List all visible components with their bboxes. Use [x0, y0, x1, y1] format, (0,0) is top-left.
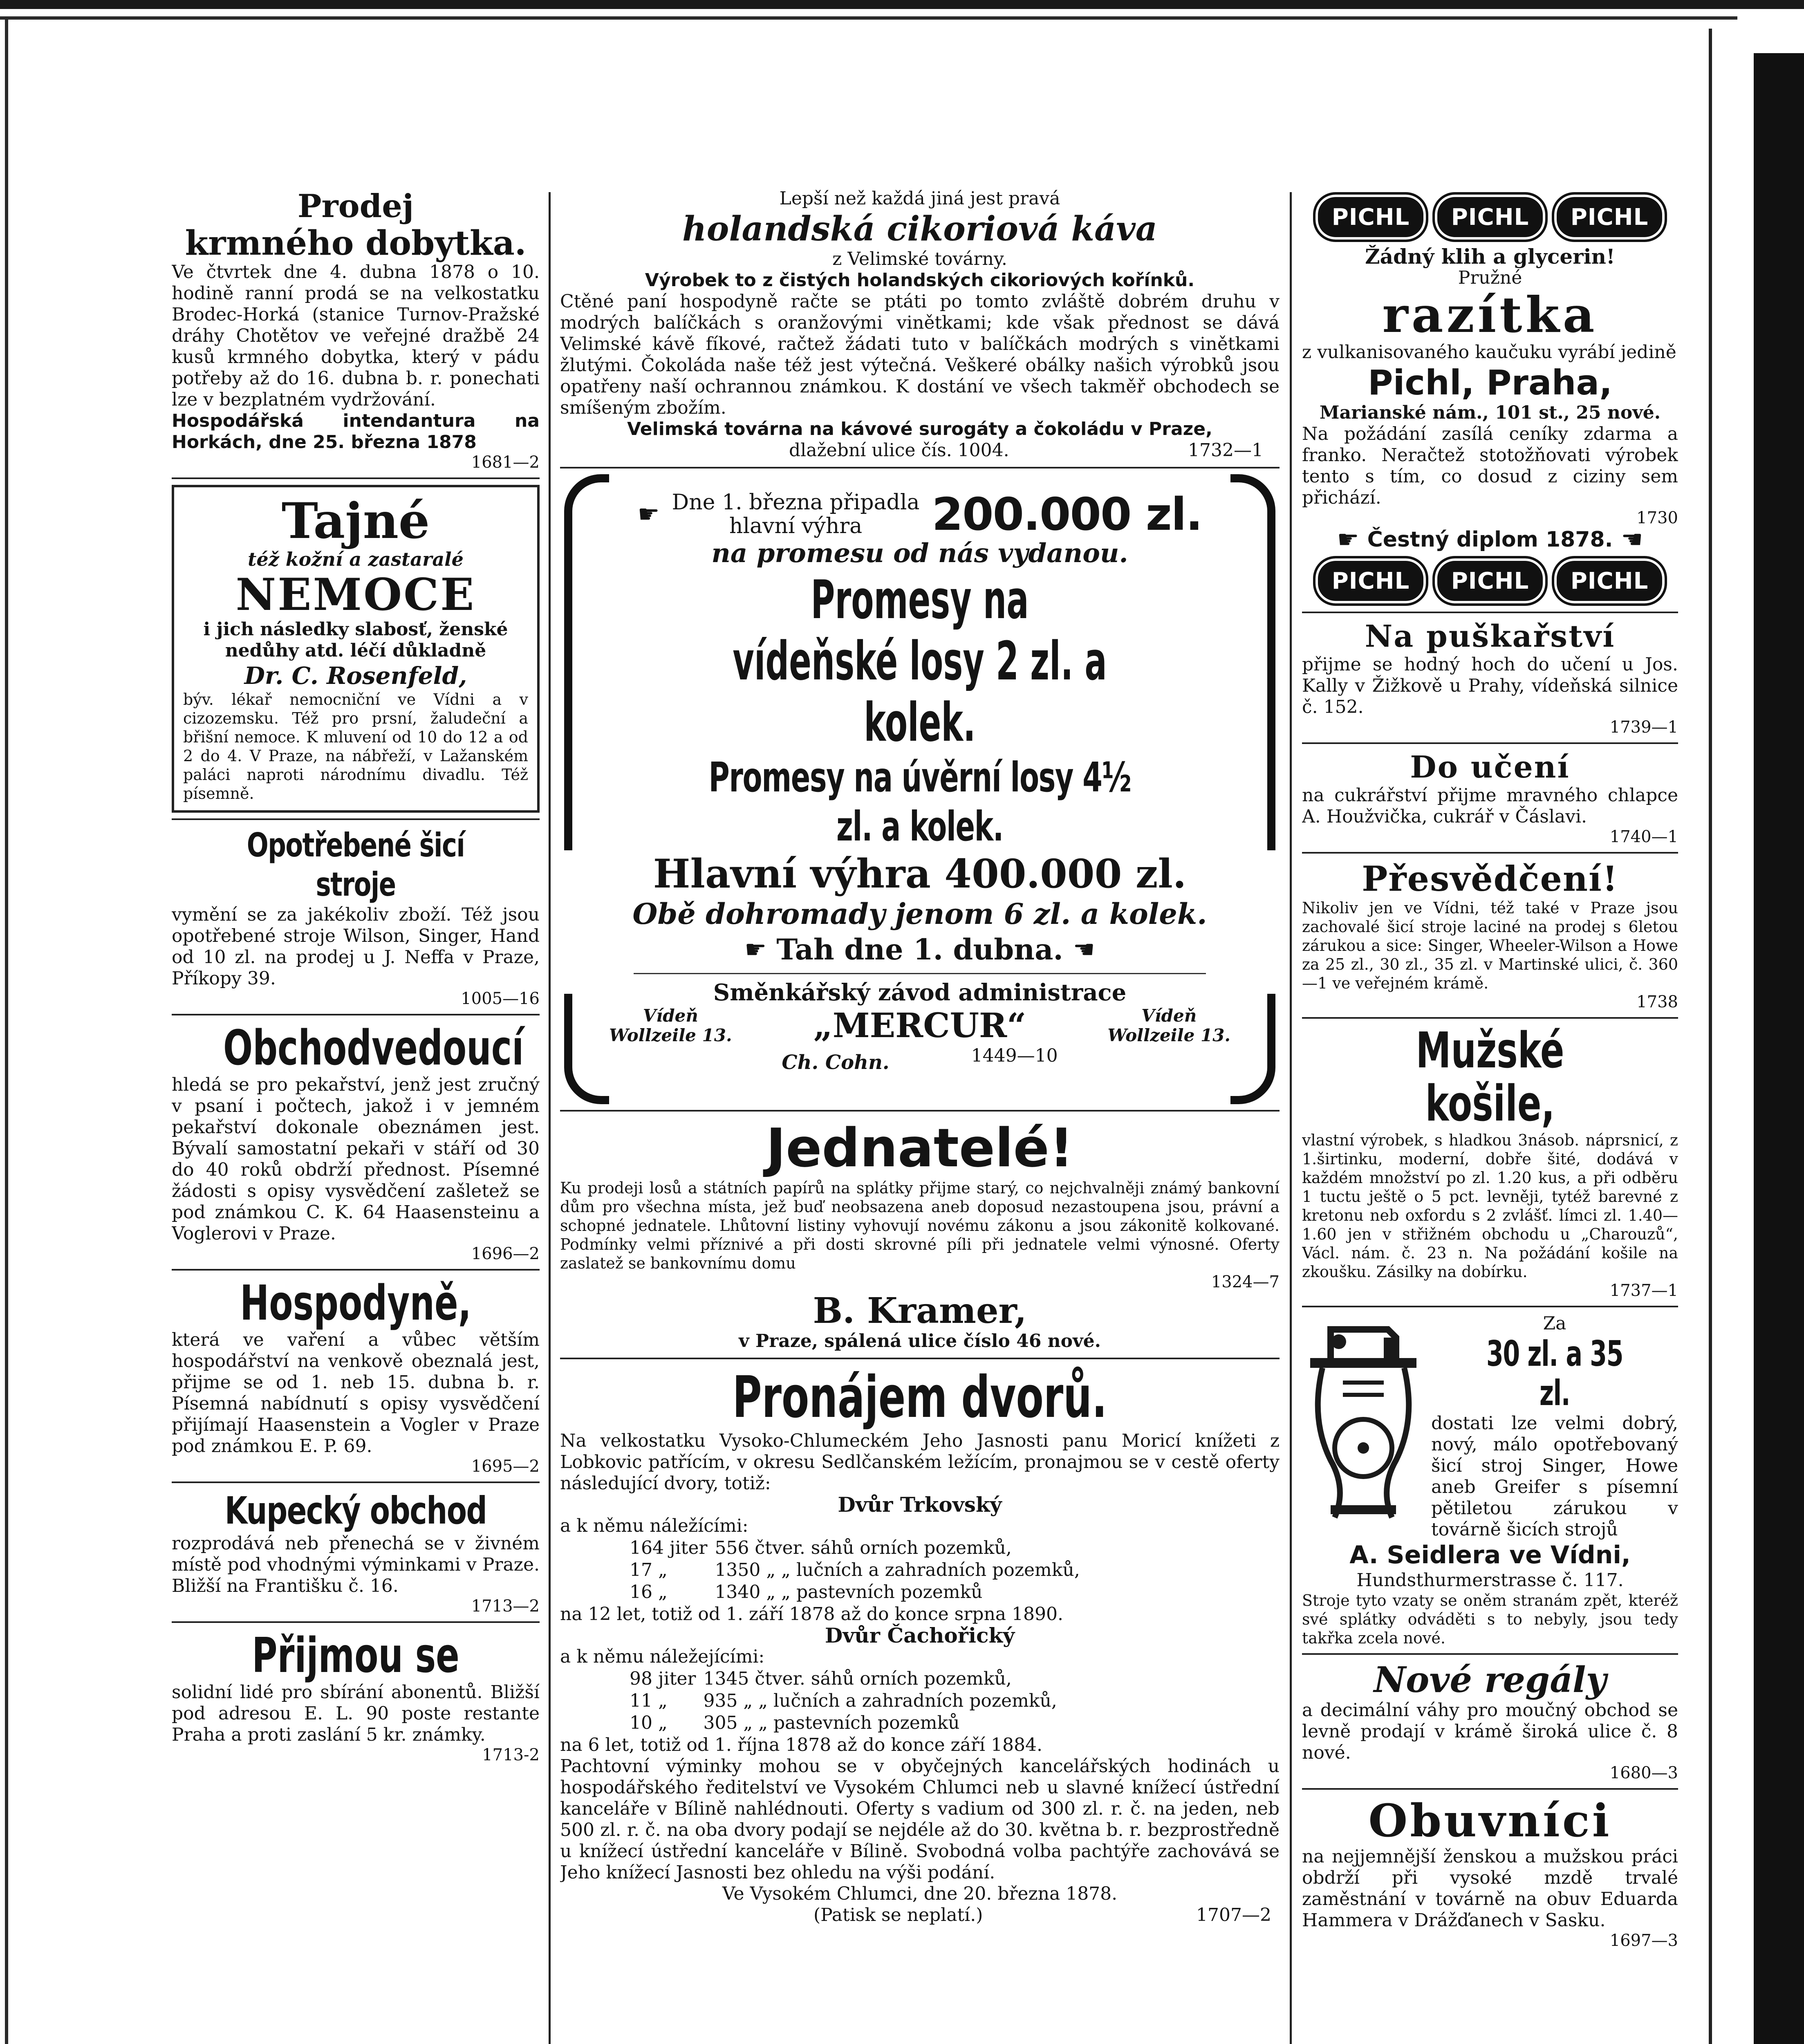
- pointing-hand-icon: ☛: [744, 935, 767, 964]
- ad-pichl-diploma: Čestný diplom 1878.: [1367, 527, 1613, 552]
- divider: [172, 1014, 540, 1015]
- pichl-logo-icon: [1552, 556, 1667, 606]
- divider: [1302, 852, 1678, 854]
- ad-tajne-doctor: Dr. C. Rosenfeld,: [244, 662, 467, 690]
- ad-cikorie-ref: 1732—1: [1188, 440, 1263, 461]
- pichl-logo-row: [1302, 192, 1678, 242]
- ad-lotto-head2: Promesy na úvěrní losy 4½ zl. a kolek.: [708, 753, 1131, 850]
- scan-edge-left: [5, 16, 8, 2044]
- ad-pronajem: [560, 1365, 1280, 1926]
- ad-lotto-amount: 200.000 zl.: [932, 488, 1202, 540]
- divider: [1302, 1017, 1678, 1019]
- ad-seidler-za: Za: [1543, 1313, 1566, 1334]
- ad-pronajem-body: Pachtovní výminky mohou se v obyčejných kancelářských hodinách u hospodářského ředitelství ve Vysokém Chlumci neb u slavné knížecí ústřední kanceláře v Bílině nahlédnouti. Oferty s vadium od 300 zl. r. č. na jeden, neb 500 zl. r. č. na oba dvory podají se nejdéle až do 30. května b. r. bezprostředně u knížecí ústřední kanceláře v Bílině. Svobodná volba pachtýře zachovává se Jeho knížecí Jasnosti bez ohledu na výši podání.: [560, 1756, 1280, 1883]
- ad-pichl-body2: Na požádání zasílá ceníky zdarma a franko. Neračtež stotožňovati výrobek tento s tím, co dosud z ciziny sem přichází.: [1302, 424, 1678, 508]
- ad-kupecky-body: rozprodává neb přenechá se v živném místě pod vhodnými výminkami v Praze. Bližší na Františku č. 16.: [172, 1533, 540, 1596]
- ad-lotto-city-right: Vídeň: [1141, 1006, 1197, 1026]
- ad-pronajem-intro: Na velkostatku Vysoko-Chlumeckém Jeho Jasnosti panu Moricí knížeti z Lobkovic patřícím, v okresu Sedlčanském ležícím, pronajmou se v cestě oferty následující dvory, totiž:: [560, 1430, 1280, 1494]
- ad-prijmou: [172, 1629, 540, 1764]
- ad-pichl-address: Marianské nám., 101 st., 25 nové.: [1319, 402, 1661, 423]
- ad-cikorie: [560, 188, 1280, 461]
- ad-prijmou-title: Přijmou se: [252, 1627, 459, 1683]
- pointing-hand-left-icon: ☚: [1621, 525, 1643, 554]
- ad-pichl-body1: z vulkanisovaného kaučuku vyrábí jedině: [1302, 342, 1676, 363]
- column-right: [1302, 188, 1678, 1956]
- divider: [560, 1358, 1280, 1359]
- bracket-bottom-left: [564, 994, 609, 1104]
- ad-kosile-title: Mužské košile,: [1416, 1022, 1564, 1132]
- ad-puskarstvi: [1302, 619, 1678, 737]
- table-cell: 164 jiter: [630, 1537, 708, 1558]
- ad-kosile: [1302, 1024, 1678, 1300]
- divider: [1302, 1306, 1678, 1307]
- pichl-logo-text: PICHL: [1331, 204, 1410, 231]
- ad-cikorie-line3: Výrobek to z čistých holandských cikoriových kořínků.: [645, 270, 1195, 291]
- scan-edge-right: [1754, 53, 1804, 2044]
- pichl-logo-icon: [1313, 192, 1428, 242]
- ad-cikorie-line2: z Velimské továrny.: [832, 249, 1007, 269]
- ad-presvedceni: [1302, 859, 1678, 1011]
- divider: [172, 477, 540, 479]
- ad-pronajem-ref: 1707—2: [1196, 1905, 1271, 1925]
- ad-prijmou-ref: 1713-2: [482, 1746, 540, 1764]
- ad-obuvnici-body: na nejjemnější ženskou a mužskou práci obdrží při vysoké mzdě trvalé zaměstnání v továrně na obuv Eduarda Hammera v Drážďanech v Sasku.: [1302, 1846, 1678, 1931]
- ad-obuvnici-title: Obuvníci: [1368, 1794, 1612, 1847]
- ad-uceni: [1302, 750, 1678, 846]
- ad-jednatele-body: Ku prodeji losů a státních papírů na splátky přijme starý, co nejchvalněji známý bankovní dům pro všechna místa, jež buď neobsazena aneb doposud nezastoupena jsou, právní a schopné jednatele. Lhůtovní listiny vyhovují novému zákonu a jsou zákonitě kolkované. Podmínky velmi příznivé a při dosti skrovné píli při jednatele velmi výnosné. Oferty zaslatež se bankovnímu domu: [560, 1179, 1280, 1272]
- table-cell: 10 „: [630, 1712, 668, 1733]
- ad-seidler-price: 30 zl. a 35 zl.: [1486, 1334, 1623, 1414]
- ad-lotto-street-left: Wollzeile 13.: [609, 1025, 732, 1045]
- ad-tajne-subtitle: též kožní a zastaralé: [248, 548, 464, 570]
- ad-pichl-title: razítka: [1382, 286, 1598, 344]
- ad-pronajem-farm2: Dvůr Čachořický: [825, 1623, 1015, 1647]
- table-cell: 556 čtver. sáhů orních pozemků,: [715, 1537, 1012, 1558]
- ad-stroje-body: vymění se za jakékoliv zboží. Též jsou opotřebené stroje Wilson, Singer, Hand od 10 zl. na prodej u J. Neffa v Praze, Příkopy 39.: [172, 904, 540, 989]
- ad-obchodvedouci-ref: 1696—2: [471, 1244, 540, 1263]
- ad-lotto-line1a: Dne 1. března připadla: [672, 490, 920, 515]
- ad-lotto-head3: Hlavní výhra 400.000 zl.: [653, 851, 1187, 897]
- table-cell: 16 „: [630, 1582, 668, 1602]
- ad-lotto-draw: Tah dne 1. dubna.: [776, 932, 1063, 966]
- ad-pronajem-farm1: Dvůr Trkovský: [838, 1493, 1002, 1517]
- bracket-top-right: [1230, 474, 1275, 850]
- ad-pronajem-sign: Ve Vysokém Chlumci, dne 20. března 1878.: [722, 1883, 1118, 1904]
- table-row: [626, 1582, 1083, 1603]
- ad-regaly: [1302, 1661, 1678, 1782]
- ad-prodej-sign: Hospodářská intendantura na Horkách, dne 25. března 1878: [172, 410, 540, 453]
- bracket-bottom-right: [1230, 994, 1275, 1104]
- ad-obuvnici: [1302, 1795, 1678, 1950]
- ad-uceni-ref: 1740—1: [1609, 827, 1678, 846]
- ad-kupecky-title: Kupecký obchod: [224, 1489, 487, 1533]
- ad-kosile-body: vlastní výrobek, s hladkou 3násob. náprsnicí, z 1.širtinku, moderní, dobře šité, dodává v každém množství po zl. 1.20 kus, a při odběru 1 tuctu ještě o 5 pct. levněji, tytéž barevné z kretonu neb oxfordu s 2 zvlášť. límci zl. 1.40—1.60 jen v střižném obchodu u „Charouzů“, Václ. nám. č. 23 n. Na požádání košile na zkoušku. Zásilky na dobírku.: [1302, 1131, 1678, 1281]
- ad-prodej-title2: krmného dobytka.: [185, 224, 527, 263]
- table-cell: 305 „ „ pastevních pozemků: [703, 1712, 960, 1733]
- column-left: [172, 188, 540, 1770]
- divider: [172, 1481, 540, 1483]
- divider: [634, 973, 1206, 974]
- divider: [172, 818, 540, 820]
- ad-jednatele-address: v Praze, spálená ulice číslo 46 nové.: [739, 1331, 1101, 1351]
- column-center: [560, 188, 1280, 1932]
- ad-obchodvedouci-body: hledá se pro pekařství, jenž jest zručný v psaní i počtech, jakož i v jemném pekařství dokonale obeznámen jest. Bývalí samostatní pekaři v stáří od 30 do 40 roků obdrží přednost. Písemné žádosti s opisy vysvědčení zašletež se pod známkou C. K. 64 Haasensteinu a Voglerovi v Praze.: [172, 1074, 540, 1244]
- scan-edge-top: [0, 0, 1804, 9]
- ad-prodej-body: Ve čtvrtek dne 4. dubna 1878 o 10. hodině ranní prodá se na velkostatku Brodec-Horká (stanice Turnov-Pražské dráhy Chotětov ve veřejné dražbě 24 kusů krmného dobytka, který v pádu potřeby až do 16. dubna b. r. ponechati lze v bezplatném vydržování.: [172, 262, 540, 410]
- divider: [172, 1621, 540, 1623]
- divider: [1302, 742, 1678, 744]
- ad-uceni-body: na cukrářství přijme mravného chlapce A. Houžvička, cukrář v Čáslavi.: [1302, 785, 1678, 827]
- ad-tajne-body: i jich následky slabosť, ženské nedůhy atd. léčí důkladně: [203, 619, 508, 661]
- table-row: [626, 1537, 1083, 1559]
- ad-cikorie-address: dlažební ulice čís. 1004.: [789, 440, 1009, 461]
- table-row: [626, 1668, 1060, 1690]
- ad-lotto-signature: [609, 1006, 1230, 1045]
- ad-kupecky: [172, 1489, 540, 1616]
- ad-cikorie-sign: Velimská továrna na kávové surogáty a čokoládu v Praze,: [627, 419, 1212, 439]
- ad-regaly-body: a decimální váhy pro moučný obchod se levně prodají v krámě široká ulice č. 8 nové.: [1302, 1700, 1678, 1763]
- ad-obchodvedouci-title: Obchodvedoucí: [223, 1020, 524, 1076]
- ad-pichl-firm: Pichl, Praha,: [1368, 363, 1612, 403]
- ad-presvedceni-title: Přesvědčení!: [1362, 858, 1618, 899]
- ad-regaly-ref: 1680—3: [1609, 1764, 1678, 1782]
- ad-pichl: [1302, 192, 1678, 606]
- ad-lotto-city-left: Vídeň: [643, 1006, 698, 1026]
- ad-lotto-name: „MERCUR“: [813, 1006, 1026, 1045]
- ad-jednatele-firm: B. Kramer,: [813, 1290, 1027, 1331]
- ad-prodej-ref: 1681—2: [471, 453, 540, 472]
- ad-tajne-title2: NEMOCE: [235, 569, 476, 621]
- ad-jednatele-ref: 1324—7: [1211, 1273, 1280, 1291]
- table-cell: 11 „: [630, 1690, 668, 1711]
- pointing-hand-icon: ☛: [637, 500, 660, 529]
- divider: [1302, 1653, 1678, 1655]
- ad-pronajem-farm1-intro: a k němu náležícími:: [560, 1515, 748, 1536]
- pichl-logo-text: PICHL: [1570, 567, 1649, 594]
- ad-tajne-details: býv. lékař nemocniční ve Vídni a v cizozemsku. Též pro prsní, žaludeční a břišní nemoce. K mluvení od 10 do 12 a od 2 do 4. V Praze, na nábřeží, v Lažanském paláci naproti národnímu divadlu. Též písemně.: [183, 690, 528, 802]
- table-cell: 1350 „ „ lučních a zahradních pozemků,: [715, 1560, 1080, 1580]
- ad-seidler-address: Hundsthurmerstrasse č. 117.: [1356, 1570, 1624, 1591]
- ad-hospodyne-title: Hospodyně,: [240, 1275, 471, 1331]
- pointing-hand-icon: ☛: [1337, 525, 1359, 554]
- scan-edge-right-line: [1709, 29, 1712, 2044]
- pichl-logo-icon: [1432, 192, 1548, 242]
- ad-pronajem-note: (Patisk se neplatí.): [813, 1905, 983, 1925]
- pichl-logo-text: PICHL: [1570, 204, 1649, 231]
- ad-puskarstvi-ref: 1739—1: [1609, 718, 1678, 737]
- ad-cikorie-line1: Lepší než každá jiná jest pravá: [779, 188, 1060, 209]
- ad-lotto: [564, 474, 1275, 1104]
- table-row: [626, 1712, 1060, 1734]
- ad-stroje-title: Opotřebené šicí stroje: [247, 826, 465, 903]
- pichl-logo-icon: [1432, 556, 1548, 606]
- table-cell: 935 „ „ lučních a zahradních pozemků,: [703, 1690, 1057, 1711]
- ad-seidler-firm: A. Seidlera ve Vídni,: [1349, 1541, 1631, 1569]
- divider: [560, 1110, 1280, 1112]
- ad-prodej: [172, 188, 540, 472]
- table-cell: 98 jiter: [630, 1668, 696, 1689]
- ad-seidler-body1: dostati lze velmi dobrý, nový, málo opotřebovaný šicí stroj Singer, Howe aneb Greifer s písemní pětiletou zárukou v továrně šicích strojů: [1431, 1413, 1678, 1540]
- ad-lotto-firm: Směnkářský závod administrace: [713, 979, 1127, 1006]
- ad-lotto-owner: Ch. Cohn.: [782, 1051, 890, 1074]
- ad-pronajem-farm2-table: [625, 1667, 1061, 1735]
- ad-pronajem-farm1-term: na 12 let, totiž od 1. září 1878 až do konce srpna 1890.: [560, 1604, 1063, 1625]
- ad-seidler: [1302, 1313, 1678, 1647]
- ad-lotto-line1b: hlavní výhra: [729, 514, 863, 538]
- ad-hospodyne-body: která ve vaření a vůbec větším hospodářství na venkově obeznalá jest, přijme se od 1. neb 15. dubna b. r. Písemná nabídnutí s opisy vysvědčení přijímají Haasenstein a Vogler v Praze pod známkou E. P. 69.: [172, 1329, 540, 1457]
- ad-prodej-title1: Prodej: [297, 188, 414, 225]
- ad-jednatele-title: Jednatelé!: [766, 1117, 1074, 1179]
- ad-obchodvedouci: [172, 1021, 540, 1263]
- ad-hospodyne: [172, 1276, 540, 1476]
- scan-edge-top-line: [0, 16, 1737, 20]
- ad-pronajem-farm2-term: na 6 let, totiž od 1. října 1878 až do konce září 1884.: [560, 1735, 1042, 1755]
- ad-obuvnici-ref: 1697—3: [1609, 1931, 1678, 1950]
- ad-lotto-head4: Obě dohromady jenom 6 zl. a kolek.: [632, 897, 1207, 931]
- ad-lotto-ref: 1449—10: [971, 1045, 1058, 1066]
- ad-hospodyne-ref: 1695—2: [471, 1457, 540, 1476]
- ad-cikorie-title: holandská cikoriová káva: [682, 209, 1157, 249]
- ad-kupecky-ref: 1713—2: [471, 1597, 540, 1616]
- ad-pronajem-farm2-intro: a k němu náležejícími:: [560, 1646, 765, 1667]
- column-rule-2: [1290, 192, 1292, 2044]
- ad-cikorie-body: Ctěné paní hospodyně račte se ptáti po tomto zvláště dobrém druhu v modrých balíčkách s oranžovými vinětkami; kde však přednost se dává Velimské kávě fíkové, račtež žádati tuto v balíčkách modrých s vinětkami žlutými. Čokoláda naše též jest výtečná. Veškeré obálky našich výrobků jsou opatřeny naší ochrannou známkou. K dostání ve všech takměř obchodech se smíšeným zbožím.: [560, 291, 1280, 418]
- ad-lotto-line2: na promesu od nás vydanou.: [711, 538, 1128, 569]
- ad-stroje-ref: 1005—16: [461, 989, 540, 1008]
- pichl-logo-text: PICHL: [1331, 567, 1410, 594]
- ad-tajne: [172, 485, 540, 813]
- ad-presvedceni-ref: 1738: [1636, 993, 1678, 1011]
- divider: [1302, 1788, 1678, 1790]
- ad-lotto-head1: Promesy na vídeňské losy 2 zl. a kolek.: [733, 569, 1107, 753]
- pointing-hand-left-icon: ☚: [1073, 935, 1095, 964]
- divider: [560, 467, 1280, 468]
- pichl-logo-row: [1302, 556, 1678, 606]
- ad-stroje: [172, 826, 540, 1008]
- bracket-top-left: [564, 474, 609, 850]
- ad-seidler-body2: Stroje tyto vzaty se oněm stranám zpět, kteréž své splátky odváděti s to nebyly, jsou tedy takřka zcela nové.: [1302, 1591, 1678, 1647]
- ad-uceni-title: Do učení: [1410, 750, 1570, 785]
- ad-presvedceni-body: Nikoliv jen ve Vídni, též také v Praze jsou zachovalé šicí stroje laciné na prodej s 6letou zárukou a sice: Singer, Wheeler-Wilson a Howe za 25 zl., 30 zl., 35 zl. v Martinské ulici, č. 360—1 ve veřejném krámě.: [1302, 899, 1678, 992]
- ad-pichl-ref: 1730: [1636, 509, 1678, 527]
- pichl-logo-text: PICHL: [1451, 567, 1529, 594]
- ad-puskarstvi-title: Na puškařství: [1365, 619, 1616, 654]
- ad-pronajem-title: Pronájem dvorů.: [732, 1364, 1107, 1431]
- ad-prijmou-body: solidní lidé pro sbírání abonentů. Bližší pod adresou E. L. 90 poste restante Praha a proti zaslání 5 kr. známky.: [172, 1682, 540, 1745]
- ad-puskarstvi-body: přijme se hodný hoch do učení u Jos. Kally v Žižkově u Prahy, vídeňská silnice č. 152.: [1302, 654, 1678, 717]
- sewing-machine-icon: [1302, 1313, 1425, 1526]
- pichl-logo-text: PICHL: [1451, 204, 1529, 231]
- ad-tajne-title1: Tajné: [281, 492, 430, 550]
- pichl-logo-icon: [1552, 192, 1667, 242]
- ad-pronajem-farm1-table: [625, 1537, 1084, 1604]
- ad-jednatele: [560, 1117, 1280, 1352]
- table-cell: 1340 „ „ pastevních pozemků: [715, 1582, 983, 1602]
- divider: [1302, 612, 1678, 613]
- ad-lotto-draw-row: [609, 931, 1230, 968]
- table-row: [626, 1690, 1060, 1712]
- ad-regaly-title: Nové regály: [1374, 1659, 1607, 1701]
- table-cell: 17 „: [630, 1560, 668, 1580]
- pichl-logo-icon: [1313, 556, 1428, 606]
- ad-cikorie-footer: [560, 440, 1280, 461]
- column-rule-1: [549, 192, 551, 2044]
- ad-lotto-street-right: Wollzeile 13.: [1107, 1025, 1230, 1045]
- ad-lotto-intro: [609, 488, 1230, 540]
- table-cell: 1345 čtver. sáhů orních pozemků,: [703, 1668, 1012, 1689]
- divider: [172, 1269, 540, 1271]
- ad-pichl-line1: Žádný klih a glycerin!: [1365, 244, 1615, 269]
- table-row: [626, 1560, 1083, 1581]
- ad-kosile-ref: 1737—1: [1609, 1281, 1678, 1300]
- ad-pichl-line2: Pružné: [1458, 267, 1522, 288]
